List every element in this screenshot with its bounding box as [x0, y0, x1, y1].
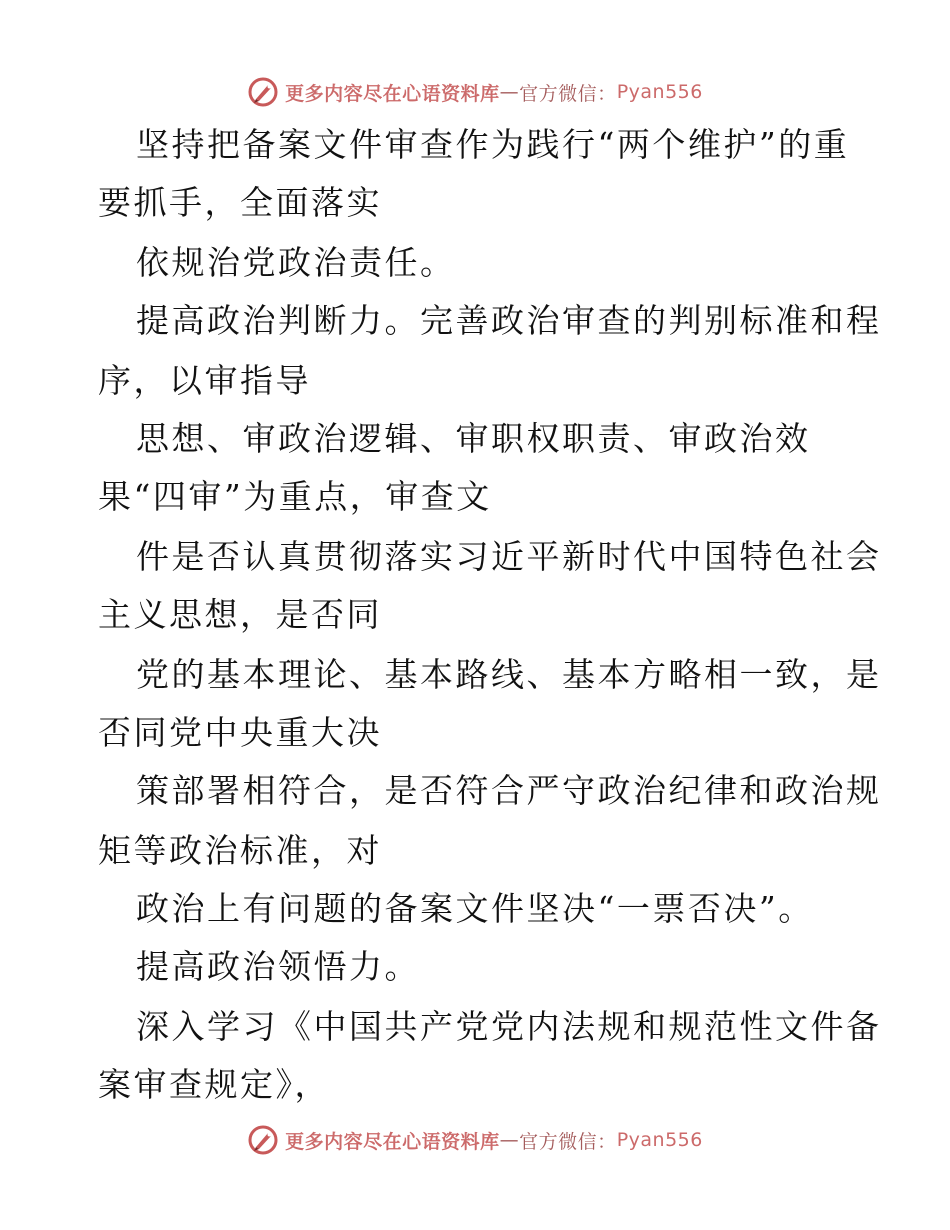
footer-watermark [0, 1120, 950, 1160]
text-line: 党的基本理论、基本路线、基本方略相一致，是 [136, 655, 882, 694]
text-line: 主义思想，是否同 [98, 595, 382, 634]
text-line: 依规治党政治责任。 [136, 243, 456, 282]
text-line: 政治上有问题的备案文件坚决“一票否决”。 [136, 889, 814, 928]
pen-logo-icon [247, 76, 279, 108]
watermark-sub-text: 官方微信： [519, 82, 617, 105]
text-line: 矩等政治标准，对 [98, 831, 382, 870]
watermark-sub-text: 官方微信： [519, 1130, 617, 1153]
watermark-dash: — [499, 81, 520, 103]
text-line: 提高政治领悟力。 [136, 947, 420, 986]
text-line: 果“四审”为重点，审查文 [98, 477, 492, 516]
text-line: 案审查规定》， [98, 1065, 330, 1104]
text-line: 序，以审指导 [98, 361, 311, 400]
text-line: 策部署相符合，是否符合严守政治纪律和政治规 [136, 771, 882, 810]
watermark-main-text: 更多内容尽在心语资料库 [285, 1130, 500, 1153]
text-line: 否同党中央重大决 [98, 713, 382, 752]
text-line: 要抓手，全面落实 [98, 183, 382, 222]
header-watermark [0, 72, 950, 112]
text-line: 思想、审政治逻辑、审职权职责、审政治效 [136, 419, 811, 458]
text-line: 坚持把备案文件审查作为践行“两个维护”的重 [136, 125, 850, 164]
text-line: 深入学习《中国共产党党内法规和规范性文件备 [136, 1007, 882, 1046]
watermark-wechat-id: Pyan556 [616, 81, 703, 103]
watermark-wechat-id: Pyan556 [616, 1129, 703, 1151]
watermark-dash: — [499, 1129, 520, 1151]
text-line: 件是否认真贯彻落实习近平新时代中国特色社会 [136, 537, 882, 576]
pen-logo-icon [247, 1124, 279, 1156]
text-line: 提高政治判断力。完善政治审查的判别标准和程 [136, 301, 882, 340]
watermark-main-text: 更多内容尽在心语资料库 [285, 82, 500, 105]
